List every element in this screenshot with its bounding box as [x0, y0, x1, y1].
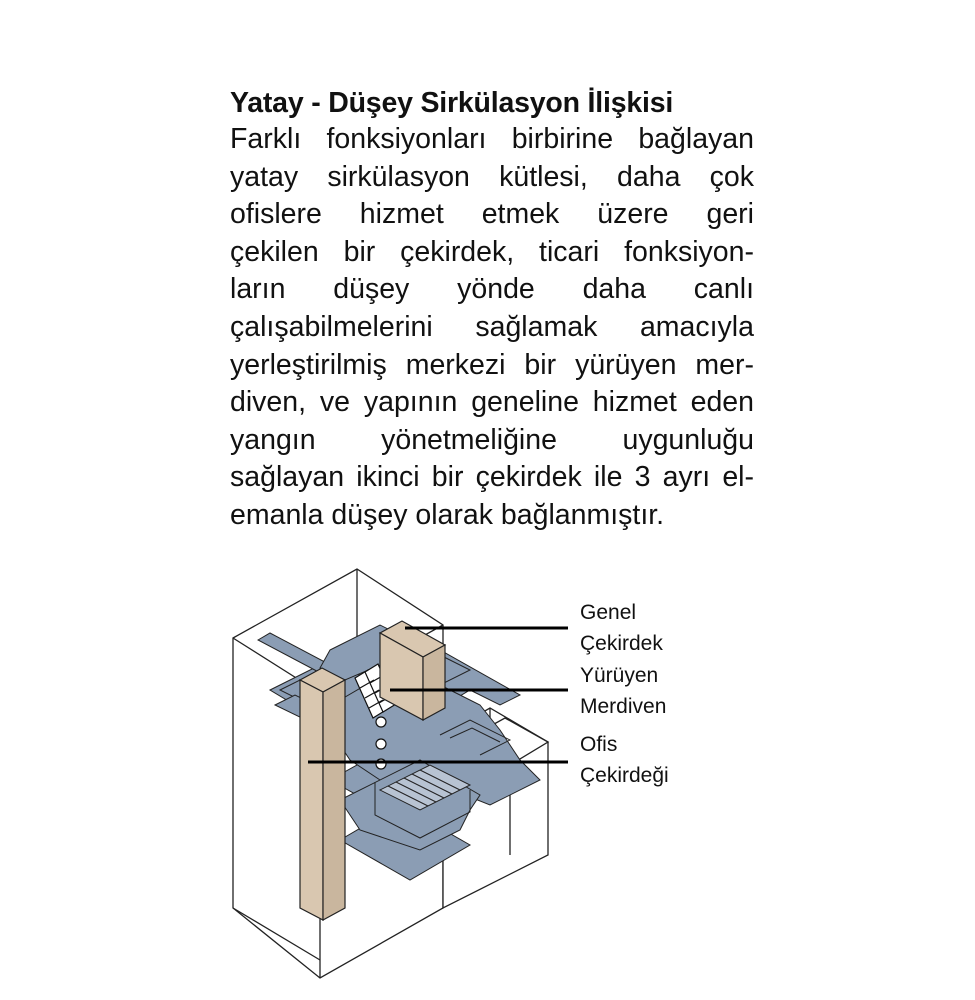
label-general-core — [580, 597, 663, 659]
paragraph-line: diven, ve yapının geneline hizmet eden — [230, 386, 754, 419]
paragraph-line: çekilen bir çekirdek, ticari fonksiyon- — [230, 235, 754, 268]
heading-title: Yatay - Düşey Sirkülasyon İlişkisi — [230, 87, 674, 119]
label-escalator-line1: Yürüyen — [580, 664, 659, 687]
paragraph-line: yatay sirkülasyon kütlesi, daha çok — [230, 160, 754, 193]
paragraph-line: ofislere hizmet etmek üzere geri — [230, 198, 754, 231]
label-office-core-line2: Çekirdeği — [580, 764, 669, 787]
office-core — [300, 668, 345, 920]
label-general-core-line1: Genel — [580, 601, 637, 624]
paragraph-line: sağlayan ikinci bir çekirdek ile 3 ayrı el- — [230, 461, 754, 494]
paragraph-line: ların düşey yönde daha canlı — [230, 273, 754, 306]
paragraph-line: çalışabilmelerini sağlamak amacıyla — [230, 310, 754, 343]
paragraph-line: yangın yönetmeliğine uygunluğu — [230, 423, 754, 456]
paragraph-line: Farklı fonksiyonları birbirine bağlayan — [230, 123, 754, 155]
paragraph-line: yerleştirilmiş merkezi bir yürüyen mer- — [230, 348, 754, 381]
label-escalator — [580, 660, 666, 722]
label-general-core-line2: Çekirdek — [580, 632, 663, 655]
label-office-core-line1: Ofis — [580, 733, 618, 756]
label-escalator-line2: Merdiven — [580, 695, 667, 718]
paragraph-line: emanla düşey olarak bağlanmıştır. — [230, 498, 665, 531]
label-office-core — [580, 729, 669, 791]
